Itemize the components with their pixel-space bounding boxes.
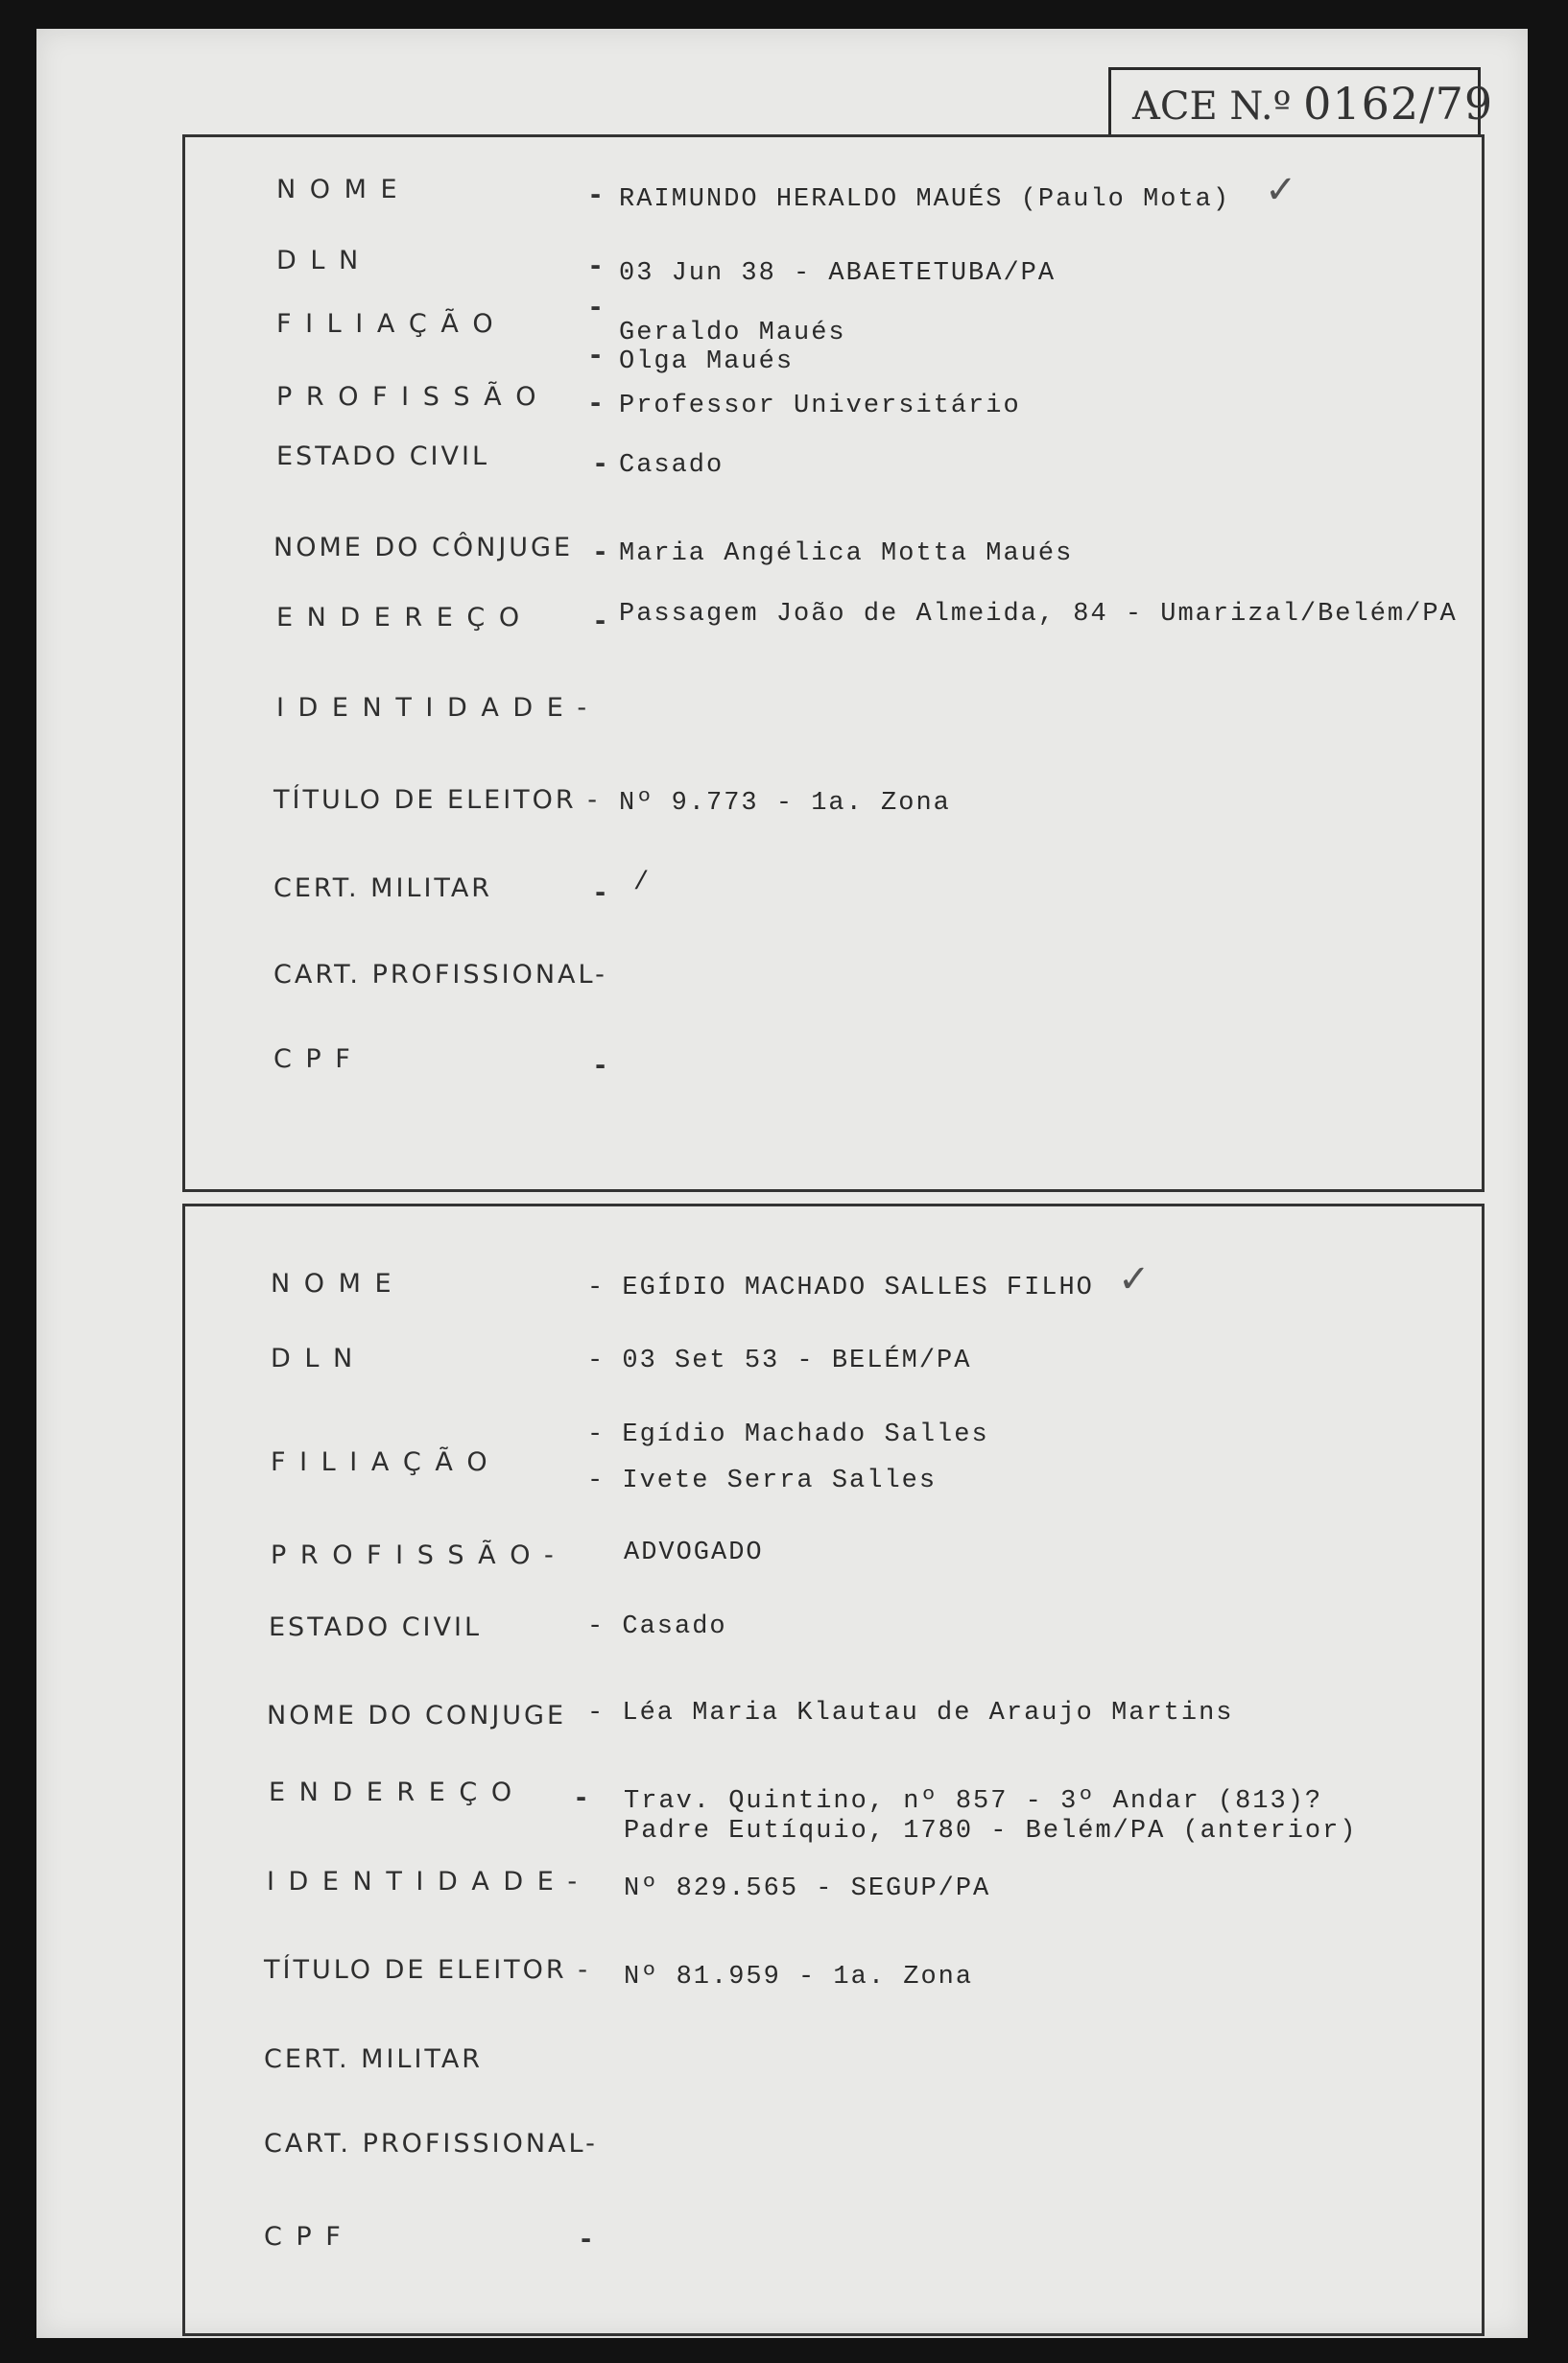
endereco-line2: Padre Eutíquio, 1780 - Belém/PA (anterior) <box>624 1817 1358 1846</box>
dash: - <box>590 341 602 370</box>
titulo-value: Nº 9.773 - 1a. Zona <box>619 789 951 818</box>
filiacao-father: - Egídio Machado Salles <box>587 1420 989 1449</box>
titulo-value: Nº 81.959 - 1a. Zona <box>624 1963 974 1992</box>
dash: - <box>576 1783 587 1813</box>
identidade-label: I D E N T I D A D E - <box>276 693 590 723</box>
dash: - <box>590 389 602 418</box>
cert-militar-label: CERT. MILITAR <box>273 873 493 903</box>
identidade-label: I D E N T I D A D E - <box>267 1867 581 1897</box>
profissao-value: ADVOGADO <box>624 1539 764 1567</box>
dash: - <box>590 293 602 322</box>
cert-militar-value: / <box>633 869 652 897</box>
dash: - <box>595 1051 606 1081</box>
endereco-line1: Trav. Quintino, nº 857 - 3º Andar (813)? <box>624 1787 1323 1816</box>
profissao-label: P R O F I S S Ã O <box>276 382 539 412</box>
dash: - <box>595 878 606 908</box>
conjuge-label: NOME DO CÔNJUGE <box>273 533 574 562</box>
dln-label: D L N <box>276 246 362 275</box>
cpf-label: C P F <box>273 1044 353 1074</box>
nome-label: N O M E <box>276 175 400 204</box>
estado-civil-label: ESTADO CIVIL <box>269 1612 482 1642</box>
endereco-label: E N D E R E Ç O <box>269 1778 515 1807</box>
dln-label: D L N <box>271 1344 356 1373</box>
ace-number: 0162/79 <box>1303 78 1494 130</box>
nome-value: RAIMUNDO HERALDO MAUÉS (Paulo Mota) <box>619 185 1231 214</box>
endereco-value: Passagem João de Almeida, 84 - Umarizal/Belém/PA <box>619 600 1458 629</box>
estado-civil-value: Casado <box>619 451 725 480</box>
filiacao-father: Geraldo Maués <box>619 319 846 347</box>
titulo-label: TÍTULO DE ELEITOR - <box>264 1955 591 1985</box>
filiacao-mother: - Ivete Serra Salles <box>587 1467 938 1495</box>
profissao-value: Professor Universitário <box>619 392 1021 420</box>
dln-value: - 03 Set 53 - BELÉM/PA <box>587 1347 972 1375</box>
identidade-value: Nº 829.565 - SEGUP/PA <box>624 1874 991 1903</box>
estado-civil-label: ESTADO CIVIL <box>276 442 489 471</box>
dln-value: 03 Jun 38 - ABAETETUBA/PA <box>619 259 1057 288</box>
endereco-label: E N D E R E Ç O <box>276 603 523 633</box>
dash: - <box>590 251 602 281</box>
cpf-label: C P F <box>264 2222 344 2252</box>
dash: - <box>595 449 606 479</box>
ace-stamp <box>1108 67 1494 134</box>
filiacao-mother: Olga Maués <box>619 347 795 376</box>
cert-militar-label: CERT. MILITAR <box>264 2044 484 2074</box>
record-card-1 <box>182 134 1485 1192</box>
conjuge-value: Maria Angélica Motta Maués <box>619 539 1074 568</box>
nome-label: N O M E <box>271 1269 394 1299</box>
dash: - <box>595 537 606 567</box>
dash: - <box>590 180 602 210</box>
conjuge-value: - Léa Maria Klautau de Araujo Martins <box>587 1699 1234 1728</box>
cart-profissional-label: CART. PROFISSIONAL- <box>273 960 607 990</box>
filiacao-label: F I L I A Ç Ã O <box>271 1447 490 1477</box>
conjuge-label: NOME DO CONJUGE <box>267 1701 567 1730</box>
dash: - <box>581 2225 592 2255</box>
filiacao-label: F I L I A Ç Ã O <box>276 309 496 339</box>
ace-prefix: ACE N.º <box>1132 84 1292 129</box>
cart-profissional-label: CART. PROFISSIONAL- <box>264 2129 598 2159</box>
profissao-label: P R O F I S S Ã O - <box>271 1540 557 1570</box>
dash: - <box>595 607 606 636</box>
titulo-label: TÍTULO DE ELEITOR - <box>273 785 601 815</box>
nome-value: - EGÍDIO MACHADO SALLES FILHO <box>587 1274 1094 1302</box>
estado-civil-value: - Casado <box>587 1612 727 1641</box>
check-mark-icon: ✓ <box>1265 168 1297 212</box>
check-mark-icon: ✓ <box>1118 1257 1151 1301</box>
